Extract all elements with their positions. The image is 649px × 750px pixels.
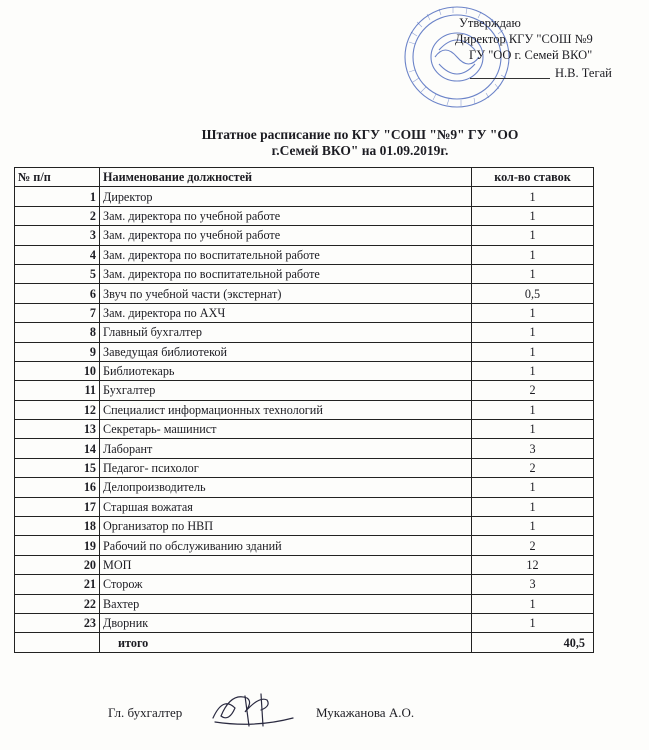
row-count: 3: [472, 439, 594, 458]
approval-heading: Утверждаю: [459, 16, 521, 30]
row-num: 3: [15, 226, 100, 245]
row-num: 16: [15, 478, 100, 497]
table-total-row: [15, 633, 594, 652]
approval-director-name: Н.В. Тегай: [555, 66, 612, 80]
row-position: Заведущая библиотекой: [100, 342, 472, 361]
row-count: 1: [472, 245, 594, 264]
table-row: [15, 284, 594, 303]
row-num: 15: [15, 458, 100, 477]
row-count: 1: [472, 517, 594, 536]
row-count: 1: [472, 342, 594, 361]
row-position: Зам. директора по учебной работе: [100, 206, 472, 225]
row-position: Зам. директора по учебной работе: [100, 226, 472, 245]
table-header-row: [15, 168, 594, 187]
row-position: Специалист информационных технологий: [100, 400, 472, 419]
row-num: 17: [15, 497, 100, 516]
row-position: Зам. директора по воспитательной работе: [100, 264, 472, 283]
approval-director: Директор КГУ "СОШ №9: [455, 32, 593, 46]
table-row: [15, 303, 594, 322]
title-line-1: Штатное расписание по КГУ "СОШ "№9" ГУ "ОО: [201, 127, 519, 142]
row-position: Организатор по НВП: [100, 517, 472, 536]
table-row: [15, 342, 594, 361]
table-row: [15, 555, 594, 574]
document-title: [150, 127, 570, 159]
row-count: 1: [472, 613, 594, 632]
row-count: 0,5: [472, 284, 594, 303]
row-position: Делопроизводитель: [100, 478, 472, 497]
table-row: [15, 536, 594, 555]
row-position: МОП: [100, 555, 472, 574]
table-row: [15, 361, 594, 380]
handwritten-signature: [205, 688, 300, 730]
row-num: 7: [15, 303, 100, 322]
table-row: [15, 245, 594, 264]
table-row: [15, 613, 594, 632]
total-value: 40,5: [472, 633, 594, 652]
header-count: кол-во ставок: [472, 168, 594, 187]
table-row: [15, 478, 594, 497]
table-row: [15, 187, 594, 206]
table-row: [15, 323, 594, 342]
row-count: 2: [472, 536, 594, 555]
table-row: [15, 594, 594, 613]
table-row: [15, 497, 594, 516]
row-num: 12: [15, 400, 100, 419]
row-num: 11: [15, 381, 100, 400]
approval-org: ГУ "ОО г. Семей ВКО": [469, 48, 593, 62]
row-count: 1: [472, 400, 594, 419]
row-num: 13: [15, 420, 100, 439]
row-count: 1: [472, 497, 594, 516]
row-count: 1: [472, 264, 594, 283]
row-num: 23: [15, 613, 100, 632]
row-count: 1: [472, 361, 594, 380]
row-num: 6: [15, 284, 100, 303]
staff-table: [14, 167, 594, 653]
row-num: 5: [15, 264, 100, 283]
row-count: 1: [472, 226, 594, 245]
row-count: 1: [472, 420, 594, 439]
row-count: 1: [472, 303, 594, 322]
table-row: [15, 206, 594, 225]
row-count: 3: [472, 575, 594, 594]
row-count: 1: [472, 187, 594, 206]
table-row: [15, 575, 594, 594]
row-position: Вахтер: [100, 594, 472, 613]
row-position: Секретарь- машинист: [100, 420, 472, 439]
row-position: Зам. директора по воспитательной работе: [100, 245, 472, 264]
row-num: 21: [15, 575, 100, 594]
approval-signature-line: [470, 78, 550, 79]
table-row: [15, 400, 594, 419]
table-row: [15, 420, 594, 439]
row-count: 1: [472, 206, 594, 225]
row-count: 1: [472, 478, 594, 497]
row-count: 2: [472, 458, 594, 477]
table-row: [15, 458, 594, 477]
row-num: 2: [15, 206, 100, 225]
row-num: 9: [15, 342, 100, 361]
row-position: Бухгалтер: [100, 381, 472, 400]
table-row: [15, 517, 594, 536]
row-num: 8: [15, 323, 100, 342]
row-num: 4: [15, 245, 100, 264]
row-num: 18: [15, 517, 100, 536]
row-position: Лаборант: [100, 439, 472, 458]
header-position: Наименование должностей: [100, 168, 472, 187]
row-num: 22: [15, 594, 100, 613]
row-position: Библиотекарь: [100, 361, 472, 380]
row-count: 1: [472, 323, 594, 342]
row-position: Главный бухгалтер: [100, 323, 472, 342]
row-num: 10: [15, 361, 100, 380]
row-count: 12: [472, 555, 594, 574]
row-position: Рабочий по обслуживанию зданий: [100, 536, 472, 555]
row-position: Дворник: [100, 613, 472, 632]
footer-role: Гл. бухгалтер: [108, 705, 183, 720]
row-position: Старшая вожатая: [100, 497, 472, 516]
table-row: [15, 264, 594, 283]
row-num: 1: [15, 187, 100, 206]
row-num: 19: [15, 536, 100, 555]
total-label: итого: [100, 633, 472, 652]
row-count: 1: [472, 594, 594, 613]
row-position: Звуч по учебной части (экстернат): [100, 284, 472, 303]
row-num: 20: [15, 555, 100, 574]
header-num: № п/п: [15, 168, 100, 187]
row-position: Зам. директора по АХЧ: [100, 303, 472, 322]
title-line-2: г.Семей ВКО" на 01.09.2019г.: [271, 143, 449, 158]
table-row: [15, 439, 594, 458]
row-count: 2: [472, 381, 594, 400]
table-row: [15, 381, 594, 400]
approval-block: [455, 15, 645, 81]
row-position: Директор: [100, 187, 472, 206]
row-num: 14: [15, 439, 100, 458]
table-row: [15, 226, 594, 245]
footer-name: Мукажанова А.О.: [316, 705, 415, 720]
row-position: Сторож: [100, 575, 472, 594]
row-position: Педагог- психолог: [100, 458, 472, 477]
